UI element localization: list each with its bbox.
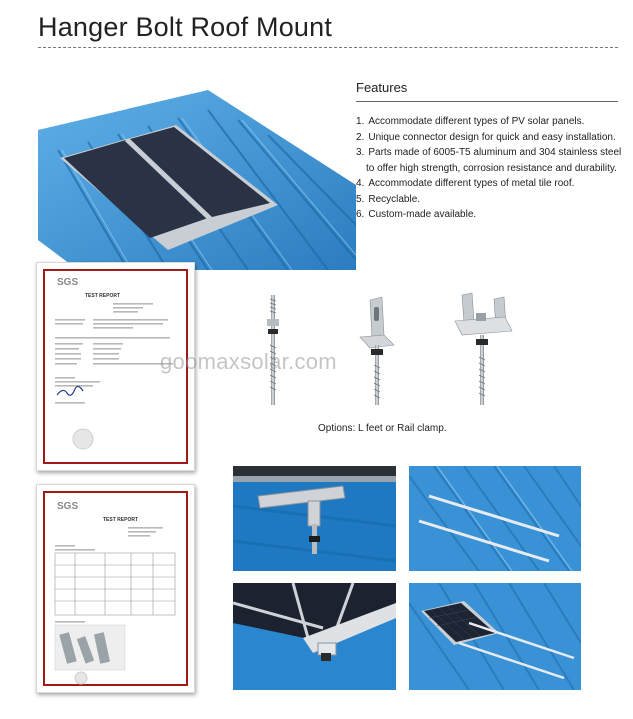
document-border [43, 491, 188, 686]
document-heading: TEST REPORT [85, 293, 121, 299]
features-heading: Features [356, 80, 408, 95]
feature-item: 3. Parts made of 6005-T5 aluminum and 304 stainless steel to offer high strength, corrosion resistance and durability. [356, 147, 622, 174]
sgs-logo: SGS [57, 277, 79, 288]
feature-item: 4. Accommodate different types of metal tile roof. [356, 178, 575, 189]
watermark: goomaxsolar.com [160, 349, 337, 374]
feature-item: 1. Accommodate different types of PV solar panels. [356, 116, 585, 127]
document-heading: TEST REPORT [103, 517, 139, 523]
feature-item: 5. Recyclable. [356, 193, 421, 205]
options-caption: Options: L feet or Rail clamp. [318, 423, 447, 434]
installation-closeup-photo [233, 466, 396, 571]
feature-item: 6. Custom-made available. [356, 209, 477, 220]
title-divider [38, 47, 618, 48]
features-list [356, 114, 626, 223]
clamp-closeup-photo [233, 583, 396, 690]
sgs-logo: SGS [57, 501, 79, 512]
document-text-lines [53, 301, 178, 451]
feature-item: 2. Unique connector design for quick and easy installation. [356, 131, 616, 143]
page-title: Hanger Bolt Roof Mount [38, 12, 333, 42]
document-table-image [53, 525, 178, 685]
rails-on-roof-photo [409, 466, 581, 571]
panels-on-rails-photo [409, 583, 581, 690]
test-report-document [36, 484, 195, 693]
hero-roof-panels-image [38, 90, 356, 270]
features-divider [356, 101, 618, 102]
